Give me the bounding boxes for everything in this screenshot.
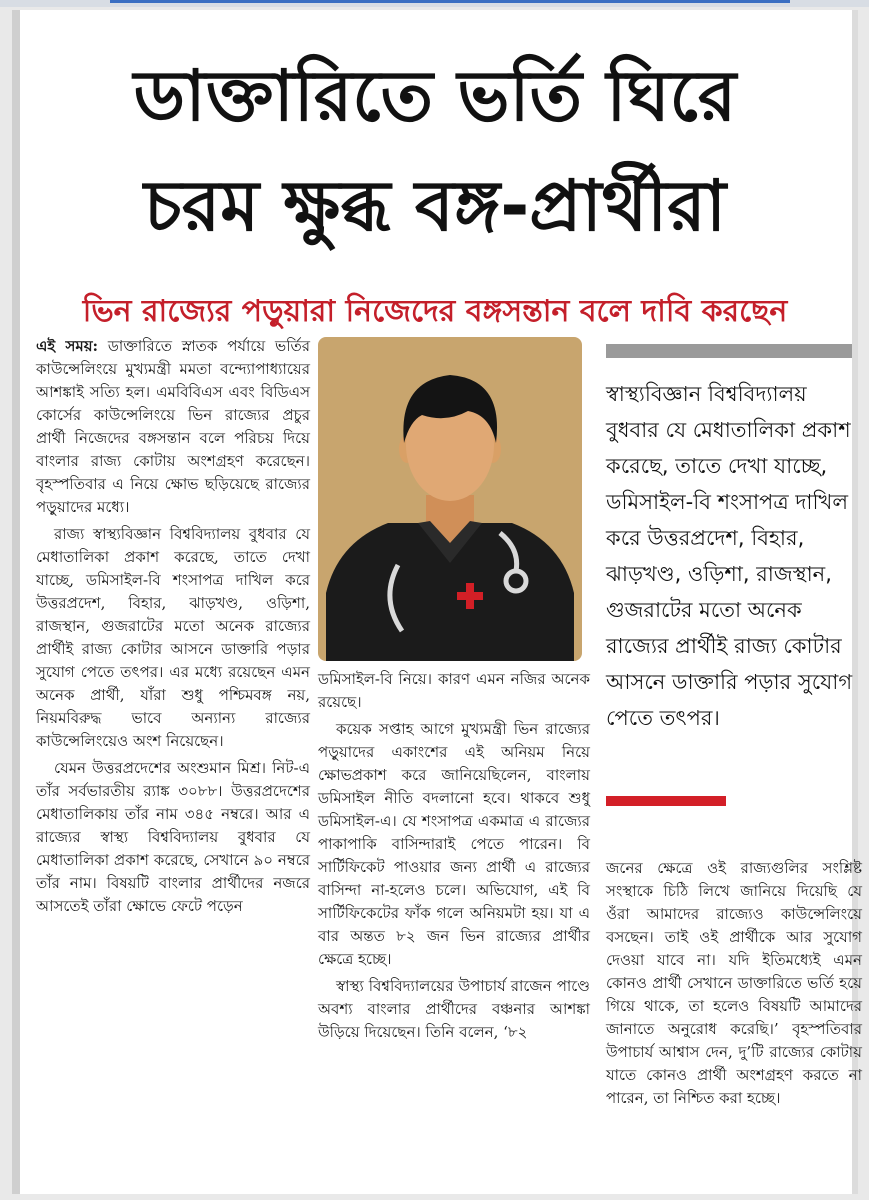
dateline: এই সময়: [36,337,99,355]
col2-para-3: স্বাস্থ্য বিশ্ববিদ্যালয়ের উপাচার্য রাজেন পাণ্ডে অবশ্য বাংলার প্রার্থীদের বঞ্চনার আশঙ্কা উড়িয়ে দিয়েছেন। তিনি বলেন, ‘৮২ [318,977,590,1041]
top-blue-line [110,0,790,3]
headline-line-2: চরম ক্ষুব্ধ বঙ্গ-প্রার্থীরা [144,165,726,247]
doctor-illustration [318,337,582,661]
pull-quote: স্বাস্থ্যবিজ্ঞান বিশ্ববিদ্যালয় বুধবার যে মেধাতালিকা প্রকাশ করেছে, তাতে দেখা যাচ্ছে, ডমিসাইল-বি শংসাপত্র দাখিল করে উত্তরপ্রদেশ, বিহার, ঝাড়খণ্ড, ওড়িশা, রাজস্থান, গুজরাটের মতো অনেক রাজ্যের প্রার্থীই রাজ্য কোটার আসনে ডাক্তারি পড়ার সুযোগ পেতে তৎপর। [606,382,853,730]
column-2 [318,668,590,1044]
deck: ভিন রাজ্যের পড়ুয়ারা নিজেদের বঙ্গসন্তান বলে দাবি করছেন [82,294,788,329]
col3-para-1: জনের ক্ষেত্রে ওই রাজ্যগুলির সংশ্লিষ্ট সংস্থাকে চিঠি লিখে জানিয়ে দিয়েছি যে ওঁরা আমাদের রাজ্যেও কাউন্সেলিংয়ে বসছেন। তাই ওই প্রার্থীকে আর সুযোগ দেওয়া যাবে না। যদি ইতিমধ্যেই এমন কোনও প্রার্থী সেখানে ডাক্তারিতে ভর্তি হয়ে গিয়ে থাকে, তা হলেও বিষয়টি আমাদের জানাতে অনুরোধ করেছি।’ বৃহস্পতিবার উপাচার্য আশ্বাস দেন, দু’টি রাজ্যের কোটায় যাতে কোনও প্রার্থী অংশগ্রহণ করতে না পারেন, তা নিশ্চিত করা হচ্ছে। [606,859,862,1107]
column-3 [606,857,862,1110]
column-1 [36,335,310,918]
col1-para-3: যেমন উত্তরপ্রদেশের অংশুমান মিশ্র। নিট-এ তাঁর সর্বভারতীয় র‌্যাঙ্ক ৩০৮৮। উত্তরপ্রদেশের মেধাতালিকায় তাঁর নাম ৩৪৫ নম্বরে। আর এ রাজ্যের স্বাস্থ্য বিশ্ববিদ্যালয় বুধবার যে মেধাতালিকা প্রকাশ করেছে, সেখানে ৯০ নম্বরে তাঁর নাম। বিষয়টি বাংলার প্রার্থীদের নজরে আসতেই তাঁরা ক্ষোভে ফেটে পড়েন [36,759,310,915]
headline-line-1: ডাক্তারিতে ভর্তি ঘিরে [133,55,737,137]
top-strip [0,0,869,7]
col1-para-1: ডাক্তারিতে স্নাতক পর্যায়ে ভর্তির কাউন্সেলিংয়ে মুখ্যমন্ত্রী মমতা বন্দ্যোপাধ্যায়ের আশঙ্কাই সত্যি হল। এমবিবিএস এবং বিডিএস কোর্সের কাউন্সেলিংয়ে ভিন রাজ্যের প্রচুর প্রার্থী নিজেদের বঙ্গসন্তান বলে পরিচয় দিয়ে বাংলার রাজ্য কোটায় অংশগ্রহণ করেছেন। বৃহস্পতিবার এ নিয়ে ক্ষোভ ছড়িয়েছে রাজ্যের পড়ুয়াদের মধ্যে। [36,337,310,516]
left-margin [12,10,20,1194]
col2-para-2: কয়েক সপ্তাহ আগে মুখ্যমন্ত্রী ভিন রাজ্যের পড়ুয়াদের একাংশের এই অনিয়ম নিয়ে ক্ষোভপ্রকাশ করে জানিয়েছিলেন, বাংলায় ডমিসাইল নীতি বদলানো হবে। থাকবে শুধু ডমিসাইল-এ। যে শংসাপত্র একমাত্র এ রাজ্যের পাকাপাকি বাসিন্দারাই পেতে পারেন। বি সার্টিফিকেট পাওয়ার জন্য প্রার্থী এ রাজ্যের বাসিন্দা না-হলেও চলে। অভিযোগ, এই বি সার্টিফিকেটের ফাঁক গলে অনিয়মটা হয়। যা এ বার অন্তত ৮২ জন ভিন রাজ্যের প্রার্থীর ক্ষেত্রে হচ্ছে। [318,720,590,968]
col1-para-2: রাজ্য স্বাস্থ্যবিজ্ঞান বিশ্ববিদ্যালয় বুধবার যে মেধাতালিকা প্রকাশ করেছে, তাতে দেখা যাচ্ছে, ডমিসাইল-বি শংসাপত্র দাখিল করে উত্তরপ্রদেশ, বিহার, ঝাড়খণ্ড, ওড়িশা, রাজস্থান, গুজরাটের মতো অনেক রাজ্যের প্রার্থীই রাজ্য কোটার আসনে ডাক্তারি পড়ার সুযোগ পেতে তৎপর। এর মধ্যে রয়েছেন এমন অনেক প্রার্থী, যাঁরা শুধু পশ্চিমবঙ্গ নয়, নিয়মবিরুদ্ধ ভাবে অন্যান্য রাজ্যের কাউন্সেলিংয়েও অংশ নিয়েছেন। [36,525,310,750]
red-cross-horizontal [457,592,483,600]
newspaper-page [12,10,862,1194]
pullquote-gray-bar [606,344,852,358]
col2-para-1: ডমিসাইল-বি নিয়ে। কারণ এমন নজির অনেক রয়েছে। [318,670,590,711]
pullquote-red-bar [606,796,726,806]
